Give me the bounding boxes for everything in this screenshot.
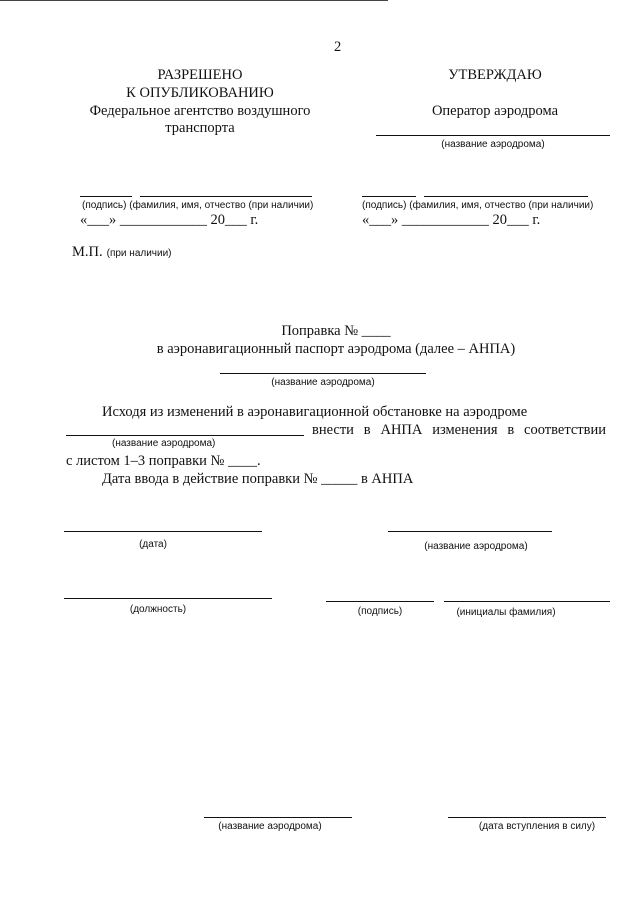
body-word: изменения	[432, 422, 498, 438]
date-field-line	[64, 531, 262, 532]
right-aerodrome-caption: (название аэродрома)	[441, 139, 545, 150]
page-number: 2	[334, 39, 342, 55]
date-caption: (дата)	[139, 539, 167, 550]
signature-field-line	[326, 601, 434, 602]
position-caption: (должность)	[129, 604, 187, 615]
amendment-title: Поправка № ____	[281, 323, 391, 339]
position-field-line	[64, 598, 272, 599]
stamp-label: М.П.	[72, 244, 103, 260]
body-aerodrome-line	[66, 435, 304, 436]
left-signature-caption: (подпись) (фамилия, имя, отчество (при наличии)	[82, 200, 314, 211]
body-word: соответствии	[524, 422, 606, 438]
body-line1: Исходя из изменений в аэронавигационной обстановке на аэродроме	[102, 404, 528, 420]
amendment-aerodrome-caption: (название аэродрома)	[271, 377, 375, 388]
body-line2	[312, 423, 606, 438]
right-title: УТВЕРЖДАЮ	[448, 67, 542, 83]
footer-aerodrome-line	[204, 817, 352, 818]
left-signature-line	[80, 196, 132, 197]
footer-aerodrome-caption: (название аэродрома)	[218, 821, 322, 832]
body-line3: с листом 1–3 поправки № ____.	[66, 453, 261, 469]
initials-field-line	[444, 601, 610, 602]
left-date-line: «___» ____________ 20___ г.	[80, 212, 259, 228]
body-word: внести	[312, 422, 354, 438]
right-date-line: «___» ____________ 20___ г.	[362, 212, 541, 228]
left-title-line2: К ОПУБЛИКОВАНИЮ	[126, 85, 274, 101]
right-name-line	[424, 196, 588, 197]
amendment-subtitle: в аэронавигационный паспорт аэродрома (далее – АНПА)	[156, 341, 516, 357]
left-name-line	[140, 196, 312, 197]
agency-name-line1: Федеральное агентство воздушного	[89, 103, 311, 119]
body-word: в	[507, 422, 515, 438]
left-title-line1: РАЗРЕШЕНО	[157, 67, 243, 83]
scan-edge-line	[0, 0, 388, 1]
operator-label: Оператор аэродрома	[431, 103, 559, 119]
right-aerodrome-line	[376, 135, 610, 136]
footer-effective-date-caption: (дата вступления в силу)	[478, 821, 596, 832]
agency-name-line2: транспорта	[165, 120, 235, 136]
aerodrome-field-line	[388, 531, 552, 532]
right-signature-line	[362, 196, 416, 197]
body-word: АНПА	[380, 422, 423, 438]
stamp-note: (при наличии)	[106, 248, 172, 259]
body-aerodrome-caption: (название аэродрома)	[112, 438, 216, 449]
body-word: в	[363, 422, 371, 438]
stamp-block	[72, 244, 172, 260]
signature-caption: (подпись)	[357, 606, 403, 617]
body-line4: Дата ввода в действие поправки № _____ в АНПА	[102, 471, 414, 487]
aerodrome-caption: (название аэродрома)	[424, 541, 528, 552]
amendment-aerodrome-line	[220, 373, 426, 374]
footer-effective-date-line	[448, 817, 606, 818]
initials-caption: (инициалы фамилия)	[456, 607, 556, 618]
right-signature-caption: (подпись) (фамилия, имя, отчество (при наличии)	[362, 200, 594, 211]
